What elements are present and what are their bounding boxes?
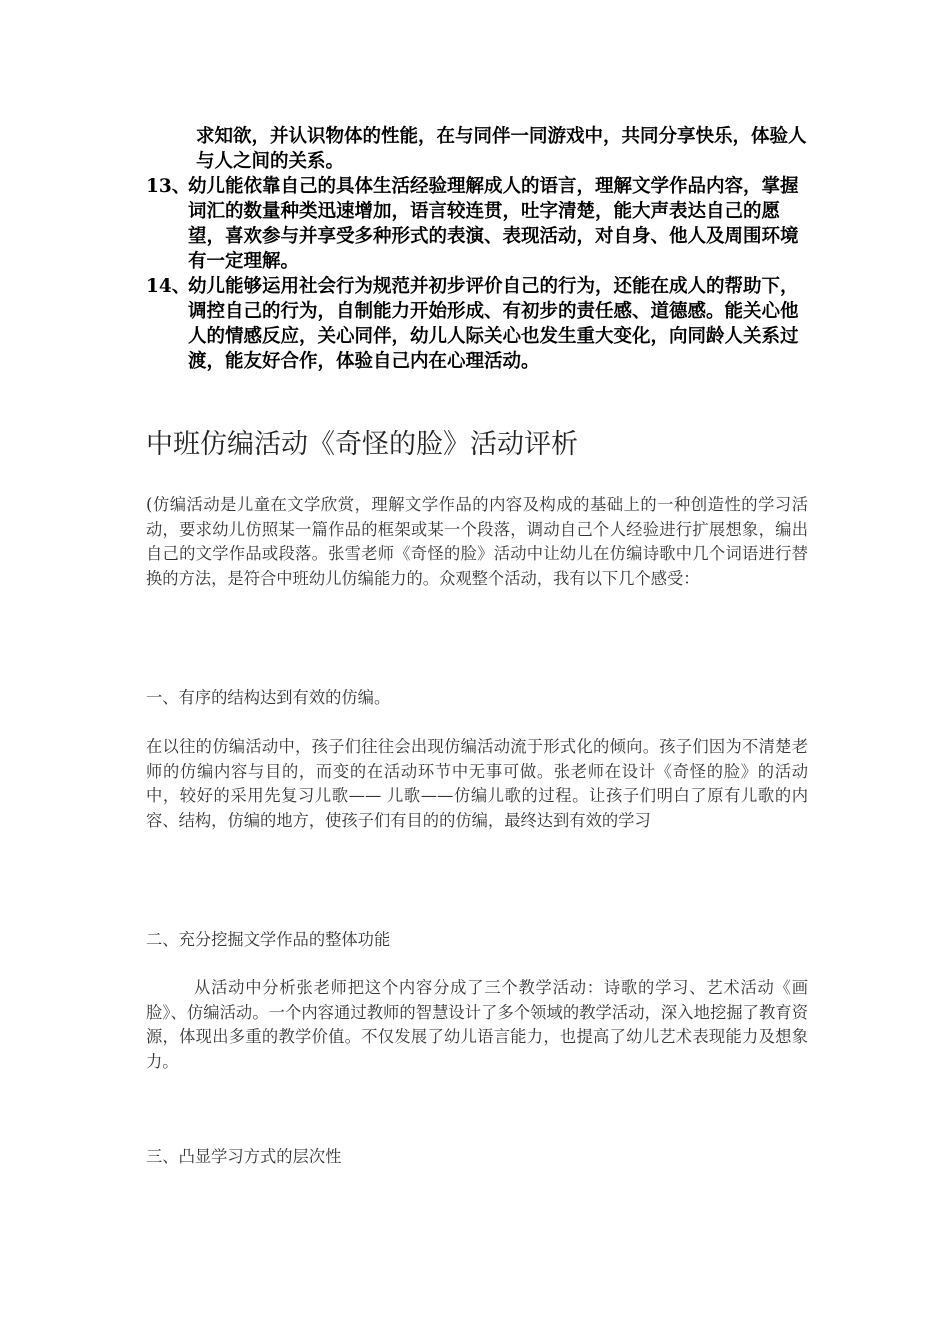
section-2-heading: 二、充分挖掘文学作品的整体功能 [146, 930, 391, 949]
intro-paragraph: (仿编活动是儿童在文学欣赏，理解文学作品的内容及构成的基础上的一种创造性的学习活动，要求幼儿仿照某一篇作品的框架或某一个段落，调动自己个人经验进行扩展想象，编出自己的文学作品或段落。张雪老师《奇怪的脸》活动中让幼儿在仿编诗歌中几个词语进行替换的方法，是符合中班幼儿仿编能力的。众观整个活动，我有以下几个感受： [146, 495, 808, 588]
list-item-text: 幼儿能依靠自己的具体生活经验理解成人的语言，理解文学作品内容，掌握词汇的数量种类迅速增加，语言较连贯，吐字清楚，能大声表达自己的愿望，喜欢参与并享受多种形式的表演、表现活动，对自身、他人及周围环境有一定理解。 [188, 176, 799, 272]
list-item-number: 13、 [146, 176, 191, 197]
list-item [146, 174, 808, 274]
numbered-list [146, 174, 808, 374]
section-2-body: 从活动中分析张老师把这个内容分成了三个教学活动：诗歌的学习、艺术活动《画脸》、仿编活动。一个内容通过教师的智慧设计了多个领域的教学活动，深入地挖掘了教育资源，体现出多重的教学价值。不仅发展了幼儿语言能力，也提高了幼儿艺术表现能力及想象力。 [146, 978, 808, 1071]
section-3-heading: 三、凸显学习方式的层次性 [146, 1147, 342, 1166]
article-title: 中班仿编活动《奇怪的脸》活动评析 [146, 429, 578, 460]
list-item-number: 14、 [146, 276, 191, 297]
list-item-text: 幼儿能够运用社会行为规范并初步评价自己的行为，还能在成人的帮助下，调控自己的行为，自制能力开始形成、有初步的责任感、道德感。能关心他人的情感反应，关心同伴，幼儿人际关心也发生重大变化，向同龄人关系过渡，能友好合作，体验自己内在心理活动。 [188, 276, 799, 372]
list-item [146, 274, 808, 374]
section-1-body: 在以往的仿编活动中，孩子们往往会出现仿编活动流于形式化的倾向。孩子们因为不清楚老师的仿编内容与目的，而变的在活动环节中无事可做。张老师在设计《奇怪的脸》的活动中，较好的采用先复习儿歌—— 儿歌——仿编儿歌的过程。让孩子们明白了原有儿歌的内容、结构，仿编的地方，使孩子们有目的的仿编，最终达到有效的学习 [146, 737, 808, 830]
section-1-heading: 一、有序的结构达到有效的仿编。 [146, 688, 391, 707]
continuation-text: 求知欲，并认识物体的性能，在与同伴一同游戏中，共同分享快乐，体验人与人之间的关系。 [196, 126, 807, 172]
